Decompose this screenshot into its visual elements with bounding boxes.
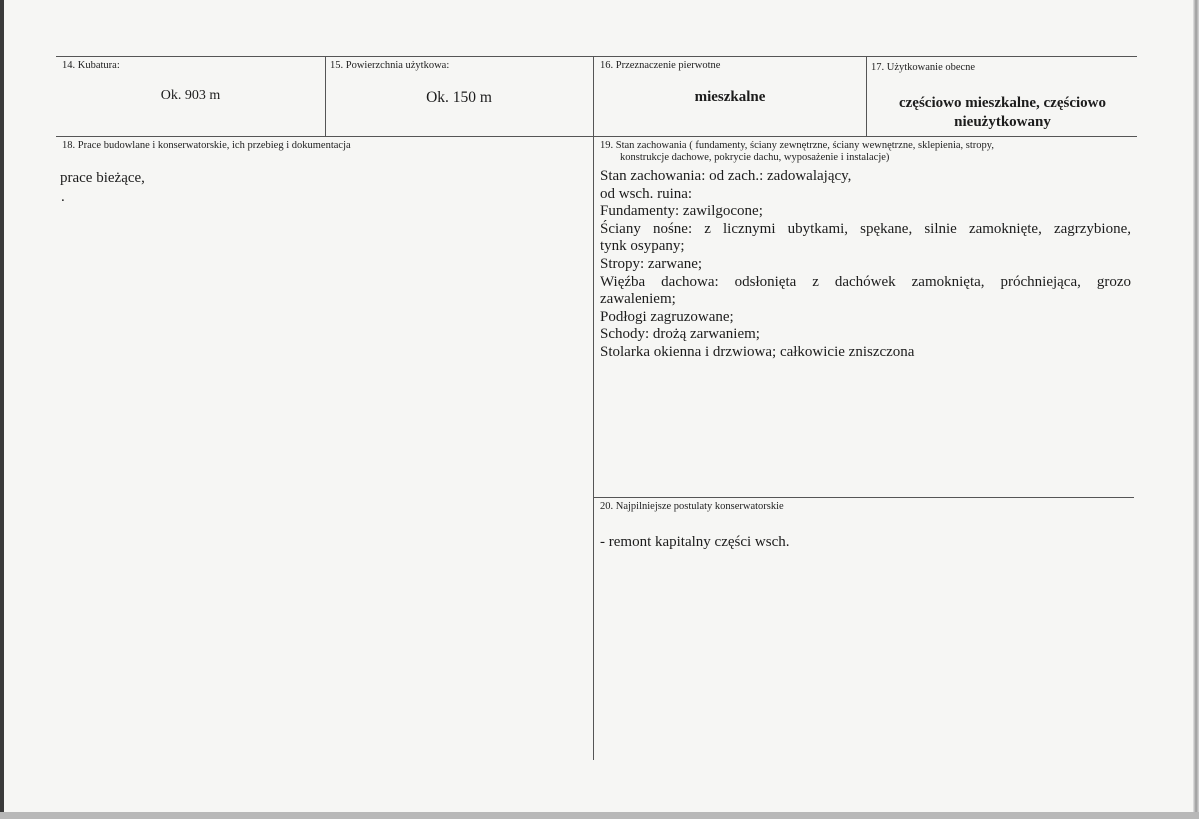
condition-line: tynk osypany;	[600, 238, 685, 255]
col-divider-1	[325, 56, 326, 136]
condition-line: zawaleniem;	[600, 291, 676, 308]
top-rule	[56, 56, 1137, 57]
field-18-value: prace bieżące,	[60, 170, 145, 186]
condition-line: od wsch. ruina:	[600, 185, 693, 202]
field-19-label-line1: 19. Stan zachowania ( fundamenty, ściany zewnętrzne, ściany wewnętrzne, sklepienia, stropy,	[600, 140, 994, 151]
scan-edge-right	[1193, 0, 1199, 819]
field-17-value-line2: nieużytkowany	[954, 114, 1051, 130]
row-divider	[56, 136, 1137, 137]
condition-line: Stropy: zarwane;	[600, 255, 703, 272]
field-14-label: 14. Kubatura:	[62, 60, 120, 71]
field-14-value: Ok. 903 m	[160, 88, 221, 103]
field-17-value-line1: częściowo mieszkalne, częściowo	[898, 95, 1106, 111]
condition-line: Stan zachowania: od zach.: zadowalający,	[600, 168, 852, 184]
condition-line: Ściany nośne: z licznymi ubytkami, spękane, silnie zamoknięte, zagrzybione,	[600, 220, 1131, 237]
field-18-value-extra: .	[61, 189, 65, 205]
section-20-rule	[594, 497, 1134, 498]
scan-edge-left	[0, 0, 4, 819]
field-19-body	[600, 168, 1131, 362]
condition-line: Więźba dachowa: odsłonięta z dachówek zamoknięta, próchniejąca, grozo	[600, 273, 1131, 290]
field-19-label-line2: konstrukcje dachowe, pokrycie dachu, wyposażenie i instalacje)	[620, 152, 890, 163]
field-20-value: - remont kapitalny części wsch.	[600, 534, 790, 550]
field-16-value: mieszkalne	[694, 89, 766, 105]
condition-line: Podłogi zagruzowane;	[600, 308, 734, 325]
field-15-value: Ok. 150 m	[426, 89, 492, 106]
field-18-label: 18. Prace budowlane i konserwatorskie, ich przebieg i dokumentacja	[62, 140, 351, 151]
col-divider-2	[593, 56, 594, 760]
col-divider-3	[866, 56, 867, 136]
field-20-label: 20. Najpilniejsze postulaty konserwatorskie	[600, 501, 784, 512]
condition-line: Stolarka okienna i drzwiowa; całkowicie zniszczona	[600, 343, 915, 360]
field-16-label: 16. Przeznaczenie pierwotne	[600, 60, 721, 71]
scan-edge-bottom	[0, 812, 1199, 819]
field-17-label: 17. Użytkowanie obecne	[871, 62, 976, 73]
field-15-label: 15. Powierzchnia użytkowa:	[330, 60, 450, 71]
condition-line: Fundamenty: zawilgocone;	[600, 203, 763, 220]
condition-line: Schody: drożą zarwaniem;	[600, 326, 760, 343]
